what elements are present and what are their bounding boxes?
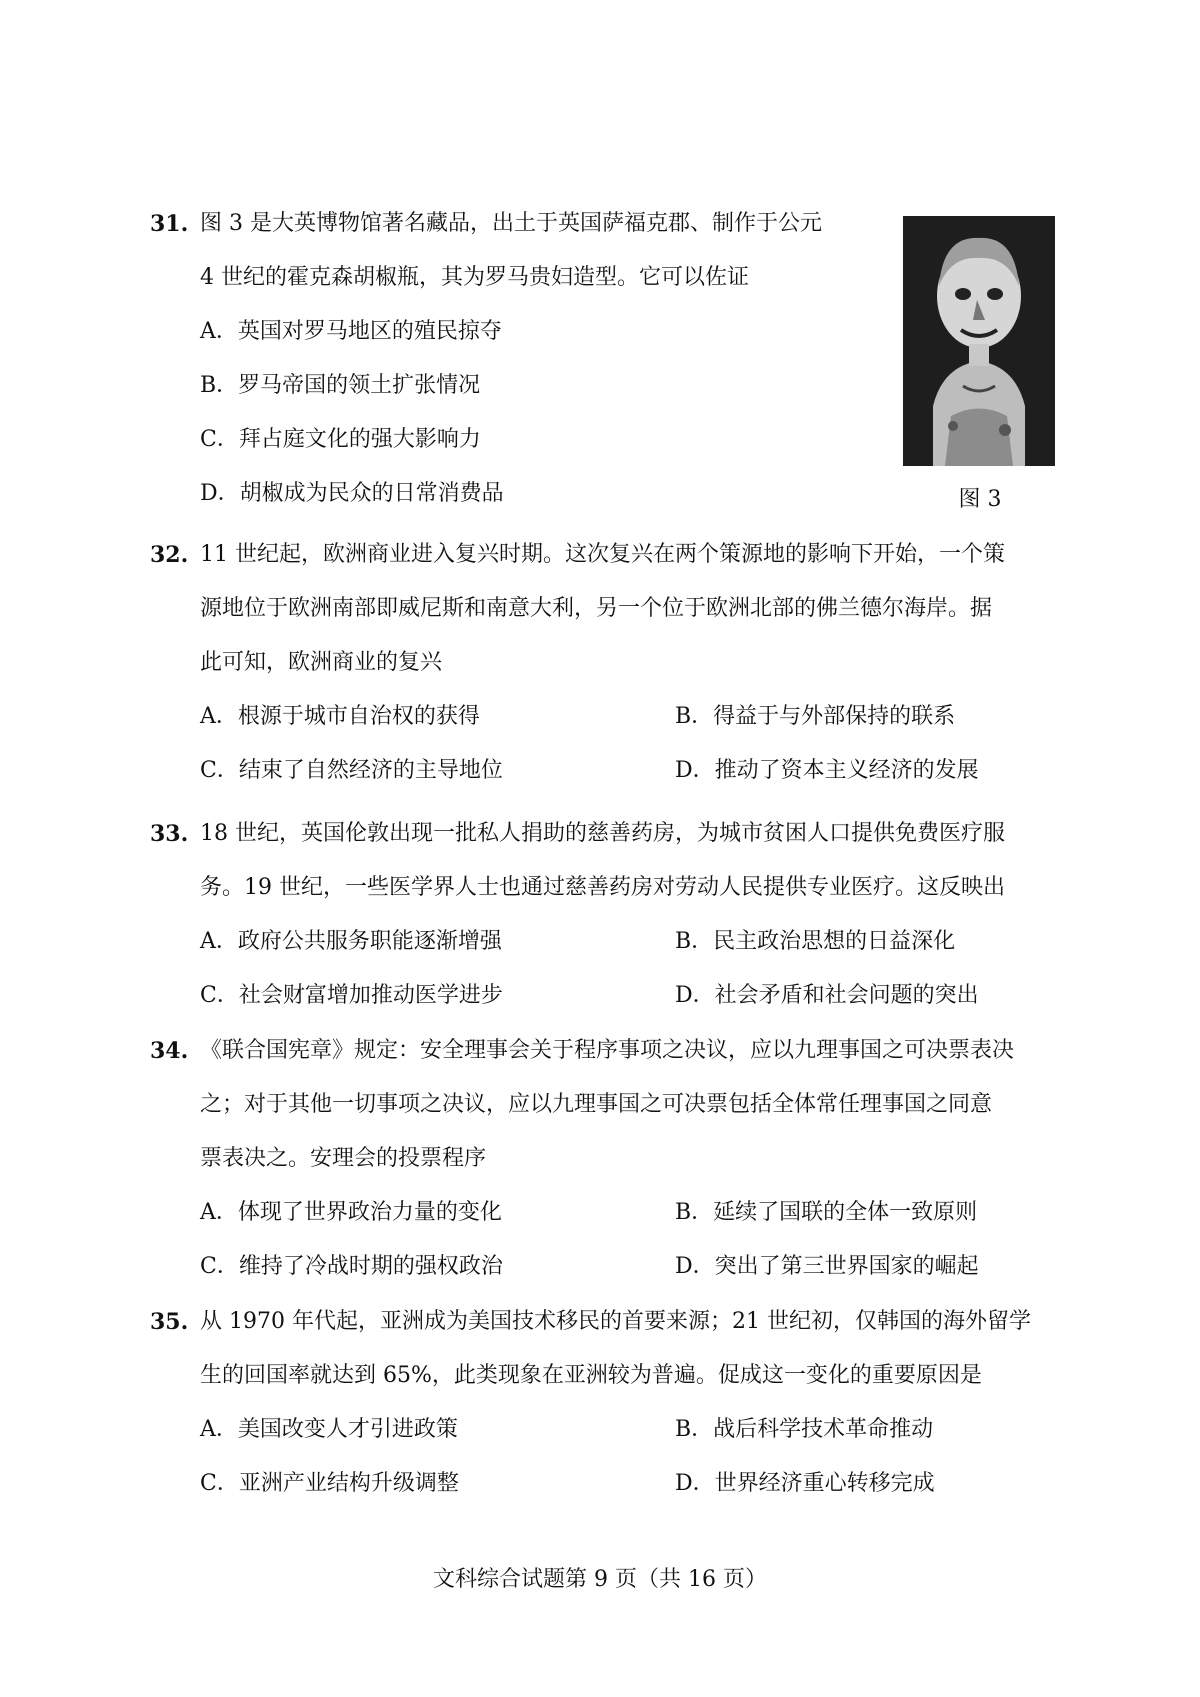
option-row	[150, 1186, 1080, 1240]
question-stem: 11 世纪起，欧洲商业进入复兴时期。这次复兴在两个策源地的影响下开始，一个策	[200, 542, 1005, 567]
question-stem-line	[150, 1078, 1080, 1132]
option-row	[150, 690, 1080, 744]
option-d: D．社会矛盾和社会问题的突出	[675, 983, 979, 1008]
question-stem-line	[150, 807, 1080, 861]
option-b: B．民主政治思想的日益深化	[675, 929, 956, 954]
question-number: 35.	[150, 1309, 189, 1335]
question-33	[150, 807, 1080, 1023]
question-stem-line	[150, 861, 1080, 915]
option-c: C．亚洲产业结构升级调整	[200, 1471, 459, 1496]
figure-caption: 图 3	[958, 487, 1002, 512]
question-stem: 图 3 是大英博物馆著名藏品，出土于英国萨福克郡、制作于公元	[200, 211, 822, 236]
question-stem-line	[150, 1024, 1080, 1078]
option-c: C．拜占庭文化的强大影响力	[200, 427, 481, 452]
question-stem-line	[150, 1295, 1080, 1349]
page-footer: 文科综合试题第 9 页（共 16 页）	[433, 1567, 767, 1592]
option-row	[150, 1403, 1080, 1457]
option-d: D．突出了第三世界国家的崛起	[675, 1254, 979, 1279]
question-stem: 《联合国宪章》规定：安全理事会关于程序事项之决议，应以九理事国之可决票表决	[200, 1038, 1015, 1063]
question-stem-line	[150, 1132, 1080, 1186]
roman-lady-bust-image	[903, 216, 1055, 466]
option-b: B．得益于与外部保持的联系	[675, 704, 956, 729]
option-row	[150, 969, 1080, 1023]
question-35	[150, 1295, 1080, 1511]
bust-illustration	[903, 216, 1055, 466]
question-stem: 之；对于其他一切事项之决议，应以九理事国之可决票包括全体常任理事国之同意	[200, 1092, 993, 1117]
option-a: A．体现了世界政治力量的变化	[200, 1200, 502, 1225]
question-number: 32.	[150, 542, 189, 568]
option-row	[150, 1457, 1080, 1511]
option-c: C．结束了自然经济的主导地位	[200, 758, 503, 783]
option-d: D．胡椒成为民众的日常消费品	[200, 481, 504, 506]
question-stem: 此可知，欧洲商业的复兴	[200, 650, 443, 675]
option-row	[150, 915, 1080, 969]
option-a: A．政府公共服务职能逐渐增强	[200, 929, 502, 954]
question-number: 31.	[150, 211, 189, 237]
question-stem-line	[150, 636, 1080, 690]
question-32	[150, 528, 1080, 798]
question-stem-line	[150, 1349, 1080, 1403]
question-number: 33.	[150, 821, 189, 847]
option-d: D．世界经济重心转移完成	[675, 1471, 935, 1496]
option-d: D．推动了资本主义经济的发展	[675, 758, 979, 783]
option-c: C．社会财富增加推动医学进步	[200, 983, 503, 1008]
option-b: B．战后科学技术革命推动	[675, 1417, 934, 1442]
question-34	[150, 1024, 1080, 1294]
question-stem-line	[150, 582, 1080, 636]
question-stem-line	[150, 528, 1080, 582]
option-b: B．罗马帝国的领土扩张情况	[200, 373, 481, 398]
question-stem: 18 世纪，英国伦敦出现一批私人捐助的慈善药房，为城市贫困人口提供免费医疗服	[200, 821, 1005, 846]
option-b: B．延续了国联的全体一致原则	[675, 1200, 978, 1225]
option-c: C．维持了冷战时期的强权政治	[200, 1254, 503, 1279]
question-stem: 生的回国率就达到 65%，此类现象在亚洲较为普遍。促成这一变化的重要原因是	[200, 1363, 982, 1388]
question-stem: 源地位于欧洲南部即威尼斯和南意大利，另一个位于欧洲北部的佛兰德尔海岸。据	[200, 596, 993, 621]
option-row	[150, 744, 1080, 798]
option-a: A．英国对罗马地区的殖民掠夺	[200, 319, 502, 344]
option-a: A．根源于城市自治权的获得	[200, 704, 480, 729]
question-stem: 从 1970 年代起，亚洲成为美国技术移民的首要来源；21 世纪初，仅韩国的海外留学	[200, 1309, 1031, 1334]
option-a: A．美国改变人才引进政策	[200, 1417, 458, 1442]
question-stem: 票表决之。安理会的投票程序	[200, 1146, 487, 1171]
question-stem: 4 世纪的霍克森胡椒瓶，其为罗马贵妇造型。它可以佐证	[200, 265, 749, 290]
option-row	[150, 1240, 1080, 1294]
question-number: 34.	[150, 1038, 189, 1064]
question-stem: 务。19 世纪，一些医学界人士也通过慈善药房对劳动人民提供专业医疗。这反映出	[200, 875, 1005, 900]
